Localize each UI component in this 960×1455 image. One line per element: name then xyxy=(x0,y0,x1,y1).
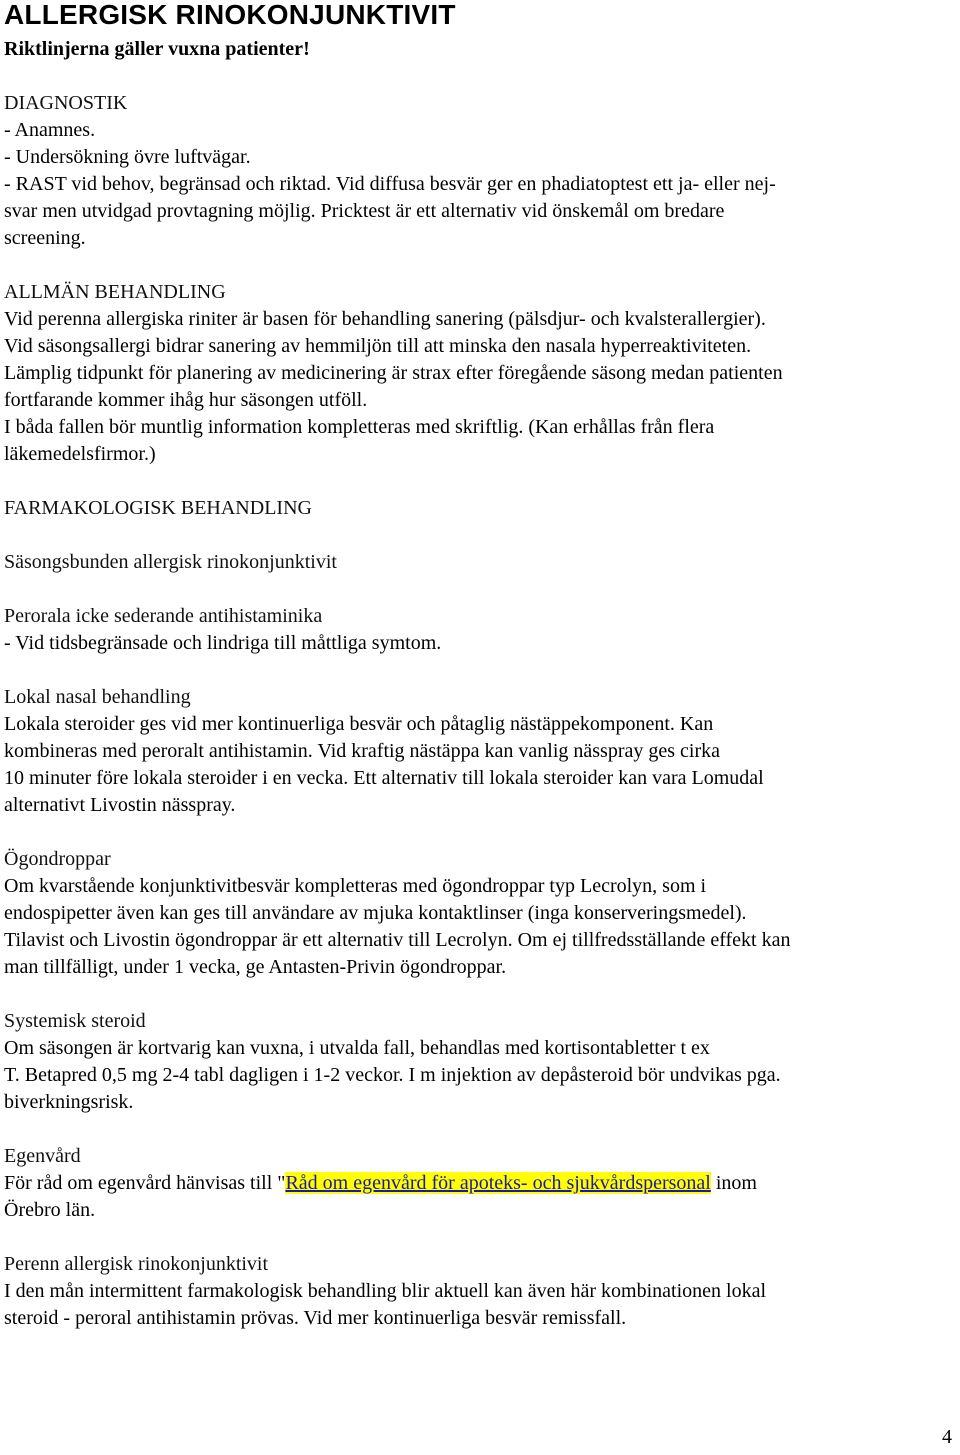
egenvard-line xyxy=(4,1170,949,1197)
document-title: ALLERGISK RINOKONJUNKTIVIT xyxy=(4,0,456,30)
diagnostik-line: screening. xyxy=(4,227,86,249)
allman-line: Vid perenna allergiska riniter är basen för behandling sanering (pälsdjur- och kvalsterallergier). xyxy=(4,308,766,330)
heading-allman-behandling: ALLMÄN BEHANDLING xyxy=(4,281,226,303)
systemisk-line: Om säsongen är kortvarig kan vuxna, i utvalda fall, behandlas med kortisontabletter t ex xyxy=(4,1037,710,1059)
egenvard-line: Örebro län. xyxy=(4,1199,96,1221)
egenvard-text-before: För råd om egenvård hänvisas till " xyxy=(4,1172,286,1194)
section-lokal-nasal xyxy=(4,684,949,819)
heading-ogondroppar: Ögondroppar xyxy=(4,848,111,870)
allman-line: läkemedelsfirmor.) xyxy=(4,443,156,465)
heading-egenvard: Egenvård xyxy=(4,1145,81,1167)
lokal-line: Lokala steroider ges vid mer kontinuerliga besvär och påtaglig nästäppekomponent. Kan xyxy=(4,713,714,735)
section-allman-behandling xyxy=(4,279,949,468)
diagnostik-line: - RAST vid behov, begränsad och riktad. Vid diffusa besvär ger en phadiatoptest ett ja- eller nej- xyxy=(4,173,776,195)
lokal-line: alternativt Livostin nässpray. xyxy=(4,794,236,816)
ogondroppar-line: Om kvarstående konjunktivitbesvär kompletteras med ögondroppar typ Lecrolyn, som i xyxy=(4,875,707,897)
perenn-line: I den mån intermittent farmakologisk behandling blir aktuell kan även här kombinationen lokal xyxy=(4,1280,767,1302)
allman-line: Vid säsongsallergi bidrar sanering av hemmiljön till att minska den nasala hyperreaktiviteten. xyxy=(4,335,752,357)
section-egenvard xyxy=(4,1143,949,1224)
ogondroppar-line: endospipetter även kan ges till användare av mjuka kontaktlinser (inga konserveringsmedel). xyxy=(4,902,747,924)
heading-farmakologisk-behandling: FARMAKOLOGISK BEHANDLING xyxy=(4,497,312,519)
systemisk-line: T. Betapred 0,5 mg 2-4 tabl dagligen i 1-2 veckor. I m injektion av depåsteroid bör undvikas pga. xyxy=(4,1064,781,1086)
ogondroppar-line: man tillfälligt, under 1 vecka, ge Antasten-Privin ögondroppar. xyxy=(4,956,507,978)
heading-perorala: Perorala icke sederande antihistaminika xyxy=(4,605,323,627)
section-systemisk-steroid xyxy=(4,1008,949,1116)
section-ogondroppar xyxy=(4,846,949,981)
page-number: 4 xyxy=(942,1426,952,1448)
heading-lokal-nasal: Lokal nasal behandling xyxy=(4,686,191,708)
egenvard-text-after: inom xyxy=(710,1172,757,1194)
lokal-line: kombineras med peroralt antihistamin. Vid kraftig nästäppa kan vanlig nässpray ges cirka xyxy=(4,740,721,762)
heading-sasongsbunden: Säsongsbunden allergisk rinokonjunktivit xyxy=(4,551,337,573)
lokal-line: 10 minuter före lokala steroider i en vecka. Ett alternativ till lokala steroider kan vara Lomudal xyxy=(4,767,764,789)
perenn-line: steroid - peroral antihistamin prövas. Vid mer kontinuerliga besvär remissfall. xyxy=(4,1307,627,1329)
allman-line: Lämplig tidpunkt för planering av medicinering är strax efter föregående säsong medan patienten xyxy=(4,362,783,384)
allman-line: fortfarande kommer ihåg hur säsongen utföll. xyxy=(4,389,368,411)
diagnostik-line: - Undersökning övre luftvägar. xyxy=(4,146,251,168)
section-diagnostik xyxy=(4,90,949,252)
heading-perenn: Perenn allergisk rinokonjunktivit xyxy=(4,1253,269,1275)
diagnostik-line: - Anamnes. xyxy=(4,119,96,141)
heading-systemisk-steroid: Systemisk steroid xyxy=(4,1010,146,1032)
perorala-line: - Vid tidsbegränsade och lindriga till måttliga symtom. xyxy=(4,632,442,654)
systemisk-line: biverkningsrisk. xyxy=(4,1091,134,1113)
document-page xyxy=(4,0,949,1332)
document-subtitle: Riktlinjerna gäller vuxna patienter! xyxy=(4,38,310,60)
ogondroppar-line: Tilavist och Livostin ögondroppar är ett alternativ till Lecrolyn. Om ej tillfredsställande effekt kan xyxy=(4,929,791,951)
section-perenn xyxy=(4,1251,949,1332)
section-perorala xyxy=(4,603,949,657)
egenvard-link[interactable]: Råd om egenvård för apoteks- och sjukvårdspersonal xyxy=(285,1172,711,1194)
heading-diagnostik: DIAGNOSTIK xyxy=(4,92,128,114)
allman-line: I båda fallen bör muntlig information kompletteras med skriftlig. (Kan erhållas från flera xyxy=(4,416,715,438)
diagnostik-line: svar men utvidgad provtagning möjlig. Pricktest är ett alternativ vid önskemål om bredare xyxy=(4,200,725,222)
